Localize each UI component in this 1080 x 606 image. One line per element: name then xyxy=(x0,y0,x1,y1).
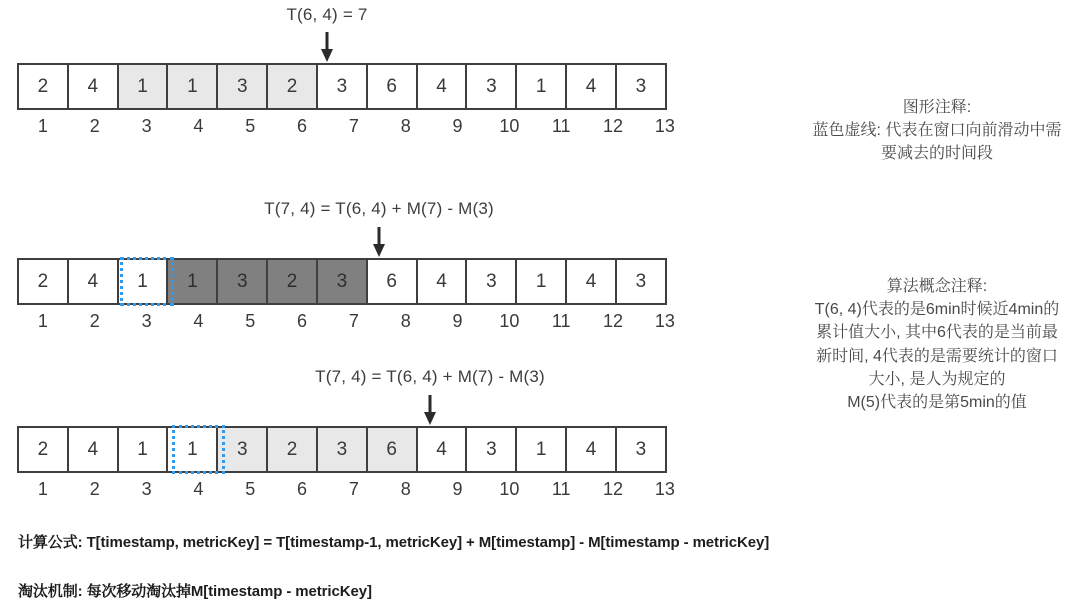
cell[interactable] xyxy=(266,258,318,305)
cell-value: 3 xyxy=(236,438,248,460)
cell[interactable] xyxy=(515,426,567,473)
cell[interactable] xyxy=(117,426,169,473)
index-label: 12 xyxy=(603,116,624,136)
cell[interactable] xyxy=(565,258,617,305)
index-label: 11 xyxy=(551,311,571,331)
index-label: 11 xyxy=(551,479,571,499)
row-2-cells xyxy=(17,258,691,305)
row-1-arrow-icon xyxy=(320,32,334,62)
cell-value: 1 xyxy=(187,75,198,97)
legend-note-title: 图形注释: xyxy=(902,99,972,116)
cell[interactable] xyxy=(615,63,667,110)
index-label: 2 xyxy=(89,479,100,499)
cell[interactable] xyxy=(67,426,119,473)
cell-value: 6 xyxy=(386,438,397,460)
concept-note-body-2: M(5)代表的是第5min的值 xyxy=(847,393,1027,411)
cell-value: 1 xyxy=(187,270,198,292)
index-label: 9 xyxy=(452,479,463,499)
cell-value: 1 xyxy=(535,75,547,97)
row-3-index-labels xyxy=(17,479,691,500)
index-label: 8 xyxy=(400,311,411,331)
cell-value: 2 xyxy=(286,75,298,97)
cell-value: 1 xyxy=(535,270,547,292)
index-label: 10 xyxy=(499,116,520,136)
cell[interactable] xyxy=(316,258,368,305)
cell-value: 1 xyxy=(187,438,198,460)
index-label: 6 xyxy=(297,311,308,331)
index-label: 13 xyxy=(654,479,675,499)
array-row-1 xyxy=(17,63,691,137)
cell-value: 6 xyxy=(386,270,397,292)
index-label: 9 xyxy=(452,116,463,136)
array-row-2 xyxy=(17,258,691,332)
eviction-mechanism-line: 淘汰机制: 每次移动淘汰掉M[timestamp - metricKey] xyxy=(18,583,372,600)
legend-note xyxy=(812,96,1062,166)
cell-value: 2 xyxy=(37,75,49,97)
cell-value: 4 xyxy=(436,270,447,292)
index-label: 12 xyxy=(603,311,624,331)
index-label: 7 xyxy=(348,311,359,331)
cell-value: 4 xyxy=(585,438,597,460)
cell[interactable] xyxy=(515,63,567,110)
cell-value: 3 xyxy=(336,75,348,97)
row-3-cells xyxy=(17,426,691,473)
cell-value: 4 xyxy=(87,270,99,292)
legend-note-body: 蓝色虚线: 代表在窗口向前滑动中需要减去的时间段 xyxy=(812,122,1062,163)
index-label: 1 xyxy=(37,479,48,499)
cell[interactable] xyxy=(316,63,368,110)
cell[interactable] xyxy=(565,426,617,473)
array-row-3 xyxy=(17,426,691,500)
cell[interactable] xyxy=(565,63,617,110)
index-label: 9 xyxy=(452,311,463,331)
cell[interactable] xyxy=(216,258,268,305)
cell-value: 4 xyxy=(87,75,99,97)
cell-value: 3 xyxy=(336,438,348,460)
row-2-index-labels xyxy=(17,311,691,332)
index-label: 5 xyxy=(245,479,256,499)
cell[interactable] xyxy=(166,258,218,305)
cell[interactable] xyxy=(416,258,468,305)
index-label: 10 xyxy=(499,479,520,499)
index-label: 1 xyxy=(37,311,48,331)
cell[interactable] xyxy=(67,258,119,305)
row-1-index-labels xyxy=(17,116,691,137)
cell-value: 4 xyxy=(436,75,447,97)
cell[interactable] xyxy=(117,63,169,110)
index-label: 10 xyxy=(499,311,520,331)
row-2-formula-label: T(7, 4) = T(6, 4) + M(7) - M(3) xyxy=(264,199,494,218)
cell-value: 2 xyxy=(37,438,49,460)
cell[interactable] xyxy=(465,63,517,110)
cell[interactable] xyxy=(17,258,69,305)
cell-value: 2 xyxy=(286,270,298,292)
index-label: 3 xyxy=(141,311,152,331)
cell-value: 1 xyxy=(137,270,148,292)
cell[interactable] xyxy=(515,258,567,305)
cell-value: 3 xyxy=(486,270,497,292)
cell-value: 4 xyxy=(585,75,597,97)
cell-value: 3 xyxy=(486,438,497,460)
index-label: 5 xyxy=(245,116,256,136)
evicted-window-dotted-box xyxy=(120,257,174,306)
cell-value: 3 xyxy=(635,75,647,97)
row-3-formula-label: T(7, 4) = T(6, 4) + M(7) - M(3) xyxy=(315,367,545,386)
index-label: 1 xyxy=(37,116,48,136)
row-2-arrow-icon xyxy=(372,227,386,257)
index-label: 8 xyxy=(400,479,411,499)
index-label: 5 xyxy=(245,311,256,331)
cell-value: 3 xyxy=(336,270,348,292)
row-1-formula-label: T(6, 4) = 7 xyxy=(286,5,368,24)
index-label: 11 xyxy=(551,116,571,136)
row-3-arrow-icon xyxy=(423,395,437,425)
cell-value: 1 xyxy=(535,438,547,460)
cell[interactable] xyxy=(266,63,318,110)
evicted-window-dotted-box xyxy=(172,425,226,474)
cell[interactable] xyxy=(615,258,667,305)
cell-value: 4 xyxy=(436,438,447,460)
cell-value: 3 xyxy=(236,270,248,292)
index-label: 4 xyxy=(193,479,204,499)
cell-value: 3 xyxy=(236,75,248,97)
cell-value: 6 xyxy=(386,75,397,97)
cell-value: 2 xyxy=(37,270,49,292)
cell-value: 1 xyxy=(137,75,148,97)
cell-value: 3 xyxy=(635,270,647,292)
index-label: 4 xyxy=(193,311,204,331)
cell-value: 1 xyxy=(137,438,148,460)
cell-value: 3 xyxy=(635,438,647,460)
cell[interactable] xyxy=(216,63,268,110)
cell[interactable] xyxy=(67,63,119,110)
index-label: 7 xyxy=(348,116,359,136)
concept-note xyxy=(812,275,1062,414)
cell[interactable] xyxy=(416,426,468,473)
cell-value: 4 xyxy=(585,270,597,292)
cell[interactable] xyxy=(17,426,69,473)
calculation-formula-line: 计算公式: T[timestamp, metricKey] = T[timestamp-1, metricKey] + M[timestamp] - M[timestamp - metricKey] xyxy=(18,534,770,551)
index-label: 6 xyxy=(297,116,308,136)
cell-value: 4 xyxy=(87,438,99,460)
concept-note-body: T(6, 4)代表的是6min时候近4min的累计值大小, 其中6代表的是当前最新时间, 4代表的是需要统计的窗口大小, 是人为规定的 xyxy=(814,301,1060,388)
cell[interactable] xyxy=(465,258,517,305)
index-label: 8 xyxy=(400,116,411,136)
cell[interactable] xyxy=(316,426,368,473)
cell[interactable] xyxy=(366,258,418,305)
cell[interactable] xyxy=(366,63,418,110)
cell[interactable] xyxy=(366,426,418,473)
cell[interactable] xyxy=(465,426,517,473)
cell-value: 3 xyxy=(486,75,497,97)
index-label: 3 xyxy=(141,479,152,499)
index-label: 4 xyxy=(193,116,204,136)
cell[interactable] xyxy=(266,426,318,473)
row-1-cells xyxy=(17,63,691,110)
cell[interactable] xyxy=(17,63,69,110)
index-label: 13 xyxy=(654,116,675,136)
index-label: 7 xyxy=(348,479,359,499)
index-label: 2 xyxy=(89,116,100,136)
index-label: 13 xyxy=(654,311,675,331)
index-label: 3 xyxy=(141,116,152,136)
cell[interactable] xyxy=(416,63,468,110)
index-label: 12 xyxy=(603,479,624,499)
concept-note-title: 算法概念注释: xyxy=(886,278,988,295)
index-label: 6 xyxy=(297,479,308,499)
cell[interactable] xyxy=(166,63,218,110)
index-label: 2 xyxy=(89,311,100,331)
cell-value: 2 xyxy=(286,438,298,460)
cell[interactable] xyxy=(615,426,667,473)
